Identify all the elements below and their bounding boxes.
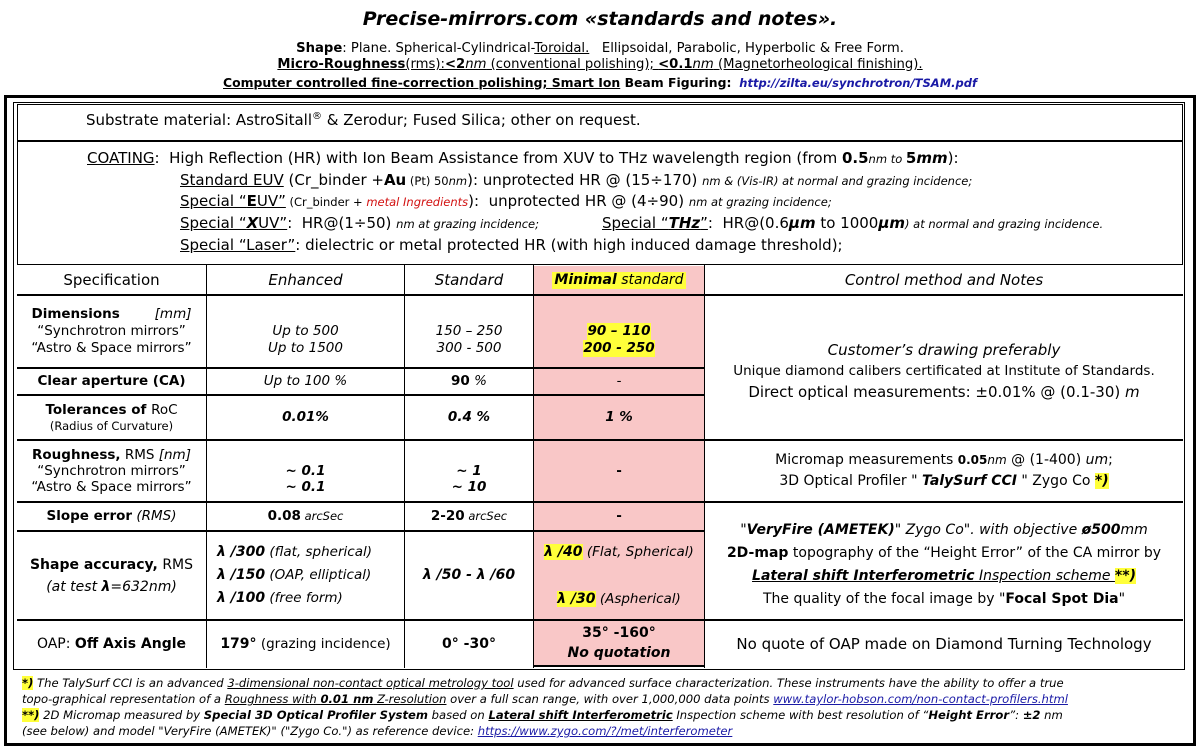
header-minimal-italic: standard	[616, 271, 684, 288]
clear-aperture-enhanced: Up to 100 %	[263, 373, 348, 389]
footnote-1-line-1	[22, 675, 1182, 691]
metal-ingredients: metal Ingredients	[366, 195, 469, 209]
dimensions-minimal	[534, 313, 704, 367]
coating-special-xuv	[180, 214, 539, 232]
coating-special-laser	[180, 236, 843, 254]
slope-standard-unit: arcSec	[464, 509, 508, 523]
shape-enhanced-2-value: λ /150	[217, 567, 266, 583]
footnote-2-height-error: Height Error	[928, 708, 1010, 722]
shape-note-quote: "	[740, 522, 747, 538]
standard-euv-t2: (Pt) 50	[406, 174, 449, 188]
special-laser-text: : dielectric or metal protected HR (with high induced damage threshold);	[295, 236, 843, 254]
dimensions-label	[17, 296, 206, 367]
roughness-label: Micro-Roughness	[277, 57, 406, 72]
special-thz-t3: ) at normal and grazing incidence.	[905, 217, 1104, 231]
roughness-rms: RMS	[120, 447, 159, 463]
footnote-2-profiler: Special 3D Optical Profiler System	[203, 708, 428, 722]
slope-enhanced-unit: arcSec	[300, 509, 344, 523]
special-thz-label-a: Special “	[602, 214, 669, 232]
footnote-1-tool: 3-dimensional non-contact optical metrology tool	[227, 676, 514, 690]
clear-aperture-standard-unit: %	[469, 373, 487, 389]
footnote-1-text-d: over a full scan range, with over 1,000,000 data points	[446, 692, 774, 706]
shape-minimal	[534, 532, 704, 619]
roughness-notes	[705, 441, 1183, 501]
shape-note-inspection: Inspection scheme	[974, 568, 1115, 584]
roughness-unit: [nm]	[158, 447, 191, 463]
footnote-2-text-c: Inspection scheme with best resolution of “	[672, 708, 929, 722]
coating-special-thz	[602, 214, 1103, 232]
special-euv-t1: (Cr_binder +	[285, 195, 367, 209]
special-thz-label-b: THz	[668, 214, 701, 232]
roughness-unit-1: nm	[465, 57, 487, 72]
slope-minimal: -	[616, 508, 622, 524]
shape-note-topography: topography of the “Height Error” of the CA mirror by	[788, 545, 1162, 561]
roughness-enhanced-1: ~ 0.1	[285, 463, 326, 479]
standard-euv-t4: nm & (Vis-IR) at normal and grazing incidence;	[702, 174, 973, 188]
standard-euv-au: Au	[383, 171, 407, 189]
footnote-2-text-b: based on	[427, 708, 489, 722]
substrate-text	[86, 111, 641, 129]
shape-toroidal: Toroidal.	[534, 41, 590, 56]
coating-special-euv	[180, 192, 832, 210]
special-euv-label-b: E	[246, 192, 257, 210]
tolerances-standard: 0.4 %	[447, 409, 491, 425]
roughness-note-zygo: " Zygo Co	[1016, 473, 1095, 489]
special-thz-t2: to 1000	[815, 214, 879, 232]
slope-standard-value: 2-20	[430, 508, 465, 524]
notes-customer-drawing: Customer’s drawing preferably	[827, 341, 1061, 359]
footnote-2-text-a: 2D Micromap measured by	[39, 708, 204, 722]
footnote-1-text-b: used for advanced surface characterization. These instruments have the ability to offer a true	[513, 676, 1064, 690]
shape-label	[17, 532, 206, 619]
roughness-minimal: -	[616, 462, 622, 479]
page-title: Precise-mirrors.com «standards and notes».	[362, 8, 838, 30]
shape-label: Shape	[296, 41, 343, 56]
roughness-text: (rms):	[405, 57, 445, 72]
notes-direct-optical: Direct optical measurements: ±0.01% @ (0.1-30)	[748, 383, 1126, 401]
dimensions-enhanced	[207, 313, 404, 367]
footnote-2-line-1	[22, 707, 1182, 723]
tsam-link[interactable]: http://zilta.eu/synchrotron/TSAM.pdf	[739, 76, 977, 90]
dimensions-standard-1: 150 – 250	[435, 323, 503, 339]
header-minimal-bold: Minimal	[554, 271, 617, 288]
roughness-note-talysurf: TalySurf CCI	[922, 473, 1017, 489]
shape-note-veryfire: VeryFire (AMETEK)	[746, 522, 895, 538]
dimensions-enhanced-2: Up to 1500	[268, 340, 343, 356]
oap-enhanced-value: 179°	[220, 635, 257, 652]
roughness-note-value: 0.05	[957, 453, 988, 467]
roughness-note-footnote-ref: *)	[1094, 473, 1109, 489]
oap-minimal	[534, 621, 704, 665]
footnote-2-marker: **)	[22, 708, 40, 722]
oap-label	[17, 621, 206, 667]
coating-label: COATING	[87, 149, 155, 167]
slope-title: Slope error	[46, 508, 133, 524]
taylor-hobson-link[interactable]: www.taylor-hobson.com/non-contact-profilers.html	[773, 692, 1068, 706]
header-specification: Specification	[63, 270, 160, 289]
shape-minimal-2-type: (Aspherical)	[595, 590, 681, 607]
shape-enhanced-3-value: λ /100	[217, 590, 266, 606]
coating-from-unit: nm	[868, 152, 888, 166]
shape-note-lateral-shift: Lateral shift Interferometric	[752, 568, 975, 584]
roughness-standard	[405, 457, 533, 501]
footnote-1-text-a: The TalySurf CCI is an advanced	[33, 676, 228, 690]
slope-rms: (RMS)	[132, 508, 177, 524]
clear-aperture-standard-value: 90	[451, 373, 470, 389]
header-enhanced: Enhanced	[268, 270, 343, 289]
oap-notes: No quote of OAP made on Diamond Turning Technology	[736, 634, 1152, 653]
special-thz-label-c: ”	[700, 214, 708, 232]
dimensions-unit: [mm]	[154, 306, 192, 322]
shape-minimal-1-value: λ /40	[544, 543, 583, 560]
roughness-sub-1: “Synchrotron mirrors”	[37, 463, 186, 479]
special-thz-um-2: μm	[878, 214, 906, 232]
coating-to: to	[887, 152, 906, 166]
standard-euv-nm: nm	[448, 174, 468, 188]
dimensions-standard	[405, 313, 533, 367]
shape-note-end: "	[1118, 591, 1126, 607]
polishing-text: Computer controlled fine-correction polishing; Smart Ion	[223, 75, 621, 90]
tolerances-title: Tolerances of	[45, 401, 152, 418]
shape-enhanced	[207, 532, 404, 619]
roughness-title: Roughness,	[32, 447, 121, 463]
standard-euv-t1: (Cr_binder +	[283, 171, 384, 189]
grid-h-min-bottom	[534, 665, 704, 667]
oap-standard: 0° -30°	[442, 635, 496, 652]
shape-notes	[705, 503, 1183, 619]
footnote-2-text-d: ”:	[1009, 708, 1023, 722]
standard-euv-label: Standard EUV	[180, 171, 284, 189]
special-xuv-t1: : HR@(1÷50)	[287, 214, 397, 232]
special-euv-label-c: UV”	[256, 192, 286, 210]
shape-enhanced-3-type: (free form)	[265, 590, 343, 606]
roughness-enhanced-2: ~ 0.1	[285, 479, 326, 495]
special-euv-t2: ): unprotected HR @ (4÷90)	[468, 192, 689, 210]
footnote-2-value: ±2	[1022, 708, 1041, 722]
shape-enhanced-1-type: (flat, spherical)	[265, 544, 372, 560]
roughness-note-end: ;	[1108, 452, 1113, 468]
dimensions-sub-1: “Synchrotron mirrors”	[37, 323, 186, 339]
notes-dimensions	[705, 296, 1183, 439]
shape-note-objective: ø500	[1081, 522, 1121, 538]
clear-aperture-label: Clear aperture (CA)	[37, 373, 186, 389]
dimensions-title: Dimensions	[31, 306, 120, 322]
standard-euv-t3: ): unprotected HR @ (15÷170)	[467, 171, 703, 189]
roughness-desc-1: (conventional polishing);	[486, 57, 659, 72]
roughness-sub-2: “Astro & Space mirrors”	[31, 479, 192, 495]
roughness-value-2: <0.1	[658, 57, 693, 72]
shape-line	[0, 41, 1200, 56]
footnote-1-zres: Z-resolution	[373, 692, 447, 706]
footnote-1-roughness: Roughness with	[224, 692, 321, 706]
footnote-2-unit: nm	[1040, 708, 1063, 722]
notes-direct-optical-unit: m	[1125, 383, 1140, 401]
roughness-note-um: um	[1085, 452, 1109, 468]
roughness-desc-2: (Magnetorheological finishing).	[713, 57, 923, 72]
footnote-1-text-c: topo-graphical representation of a	[22, 692, 225, 706]
dimensions-minimal-2: 200 - 250	[583, 340, 655, 356]
oap-prefix: OAP:	[36, 635, 75, 652]
special-euv-t3: nm at grazing incidence;	[688, 195, 832, 209]
roughness-unit-2: nm	[692, 57, 714, 72]
footnote-2-lateral: Lateral shift Interferometric	[488, 708, 673, 722]
slope-standard	[405, 503, 533, 530]
shape-rest: Ellipsoidal, Parabolic, Hyperbolic & Free Form.	[589, 41, 904, 56]
zygo-link[interactable]: https://www.zygo.com/?/met/interferometer	[477, 724, 733, 738]
header-minimal	[534, 266, 704, 294]
special-xuv-label-a: Special “	[180, 214, 247, 232]
dimensions-enhanced-1: Up to 500	[272, 323, 339, 339]
shape-note-zygo: " Zygo Co". with objective	[894, 522, 1082, 538]
shape-standard: λ /50 - λ /60	[422, 567, 516, 583]
shape-note-focal: The quality of the focal image by "	[762, 591, 1006, 607]
coating-intro-text: : High Reflection (HR) with Ion Beam Assistance from XUV to THz wavelength region (from	[154, 149, 842, 167]
shape-minimal-2-value: λ /30	[557, 590, 596, 607]
special-thz-t1: : HR@(0.6	[707, 214, 789, 232]
roughness-note-micromap: Micromap measurements	[775, 452, 958, 468]
special-thz-um-1: μm	[788, 214, 816, 232]
shape-title: Shape accuracy,	[29, 556, 158, 573]
coating-from-value: 0.5	[841, 149, 869, 167]
oap-title: Off Axis Angle	[74, 635, 187, 652]
polishing-text-2: Beam Figuring:	[620, 75, 732, 90]
roughness-note-range: @ (1-400)	[1006, 452, 1086, 468]
footnote-1-resolution: 0.01 nm	[320, 692, 374, 706]
special-laser-label: Special “Laser”	[180, 236, 296, 254]
coating-standard-euv	[180, 171, 972, 189]
shape-sub-a: (at test	[46, 578, 102, 595]
oap-minimal-no-quote: No quotation	[567, 645, 671, 661]
footnote-1-line-2	[22, 691, 1182, 707]
shape-note-focal-spot: Focal Spot Dia	[1005, 591, 1119, 607]
shape-sub-b: =632	[110, 578, 149, 595]
shape-sub-lambda: λ	[101, 578, 111, 595]
slope-enhanced-value: 0.08	[267, 508, 301, 524]
dimensions-standard-2: 300 - 500	[436, 340, 502, 356]
registered-mark: ®	[311, 111, 322, 122]
special-euv-label-a: Special “	[180, 192, 247, 210]
special-xuv-label-c: UV”	[258, 214, 288, 232]
shape-note-footnote-ref: **)	[1114, 568, 1136, 584]
roughness-standard-2: ~ 10	[451, 479, 487, 495]
footnotes	[22, 675, 1182, 739]
header-standard: Standard	[434, 270, 504, 289]
shape-sub-nm: nm	[148, 578, 172, 595]
notes-diamond-calibers: Unique diamond calibers certificated at Institute of Standards.	[733, 363, 1155, 379]
shape-minimal-1-type: (Flat, Spherical)	[582, 543, 694, 560]
roughness-note-profiler: 3D Optical Profiler "	[779, 473, 923, 489]
substrate-text-2: & Zerodur; Fused Silica; other on request.	[321, 111, 641, 129]
shape-rms: RMS	[157, 556, 194, 573]
header-control: Control method and Notes	[844, 270, 1044, 289]
dimensions-sub-2: “Astro & Space mirrors”	[31, 340, 192, 356]
roughness-standard-1: ~ 1	[456, 463, 482, 479]
shape-enhanced-1-value: λ /300	[217, 544, 266, 560]
footnote-1-marker: *)	[22, 676, 34, 690]
oap-minimal-range: 35° -160°	[582, 625, 656, 641]
polishing-line	[0, 75, 1200, 90]
roughness-line	[0, 57, 1200, 72]
clear-aperture-minimal: -	[616, 373, 622, 389]
substrate-text-1: Substrate material: AstroSitall	[86, 111, 312, 129]
coating-to-value: 5	[905, 149, 917, 167]
footnote-2-text-e: (see below) and model "VeryFire (AMETEK)" ("Zygo Co.") as reference device:	[22, 724, 478, 738]
tolerances-sub: (Radius of Curvature)	[49, 418, 174, 433]
tolerances-minimal: 1 %	[605, 409, 633, 425]
tolerances-label	[17, 396, 206, 439]
coating-to-unit: mm	[916, 149, 948, 167]
footnote-2-line-2	[22, 723, 1182, 739]
shape-note-2dmap: 2D-map	[726, 545, 789, 561]
shape-note-mm: mm	[1120, 522, 1148, 538]
tolerances-enhanced: 0.01%	[282, 409, 329, 425]
coating-intro	[87, 149, 959, 167]
oap-enhanced	[207, 621, 404, 667]
shape-sub-end: )	[171, 578, 177, 595]
clear-aperture-standard	[405, 369, 533, 394]
slope-label	[17, 503, 206, 530]
roughness-value-1: <2	[444, 57, 466, 72]
shape-enhanced-2-type: (OAP, elliptical)	[265, 567, 372, 583]
roughness-note-nm: nm	[987, 453, 1007, 467]
special-xuv-t2: nm at grazing incidence;	[396, 217, 540, 231]
special-xuv-label-b: X	[246, 214, 259, 232]
roughness-label	[17, 441, 206, 501]
slope-enhanced	[207, 503, 404, 530]
oap-enhanced-note: (grazing incidence)	[256, 635, 391, 652]
coating-intro-end: ):	[947, 149, 959, 167]
roughness-enhanced	[207, 457, 404, 501]
shape-text: : Plane. Spherical-Cylindrical-	[342, 41, 535, 56]
dimensions-minimal-1: 90 – 110	[587, 323, 651, 339]
tolerances-roc: RoC	[151, 401, 178, 418]
